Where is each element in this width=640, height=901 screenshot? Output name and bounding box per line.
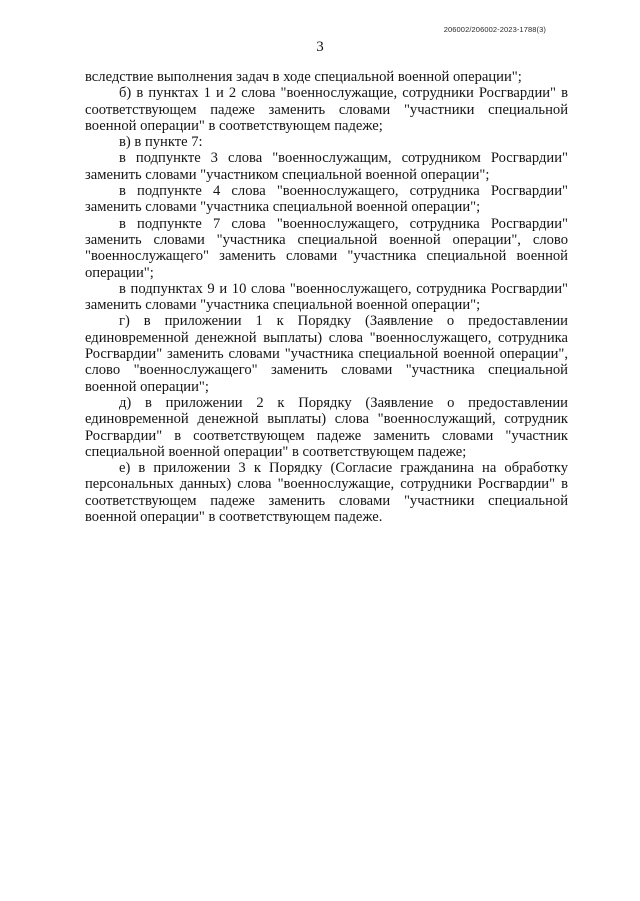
document-id: 206002/206002-2023-1788(3) bbox=[443, 25, 546, 34]
document-body bbox=[85, 69, 568, 525]
subparagraph-7: в подпункте 7 слова "военнослужащего, сотрудника Росгвардии" заменить словами "участника специальной военной операции", слово "военнослужащего" заменить словами "участника специальной военной операции"; bbox=[85, 215, 568, 281]
paragraph-continuation: вследствие выполнения задач в ходе специальной военной операции"; bbox=[85, 69, 522, 85]
paragraph-b: б) в пунктах 1 и 2 слова "военнослужащие, сотрудники Росгвардии" в соответствующем падеже заменить словами "участники специальной военной операции" в соответствующем падеже; bbox=[85, 85, 568, 134]
paragraph-d: д) в приложении 2 к Порядку (Заявление о предоставлении единовременной денежной выплаты) слова "военнослужащий, сотрудник Росгвардии" в соответствующем падеже заменить словами "участник специальной военной операции" в соответствующем падеже; bbox=[85, 394, 568, 460]
page-number: 3 bbox=[316, 39, 324, 55]
paragraph-g: г) в приложении 1 к Порядку (Заявление о предоставлении единовременной денежной выплаты) слова "военнослужащего, сотрудника Росгвардии" заменить словами "участника специальной военной операции", слово "военнослужащего" заменить словами "участника специальной военной операции"; bbox=[85, 313, 568, 395]
subparagraph-4: в подпункте 4 слова "военнослужащего, сотрудника Росгвардии" заменить словами "участника специальной военной операции"; bbox=[85, 183, 568, 216]
subparagraph-3: в подпункте 3 слова "военнослужащим, сотрудником Росгвардии" заменить словами "участником специальной военной операции"; bbox=[85, 150, 568, 183]
paragraph-e: е) в приложении 3 к Порядку (Согласие гражданина на обработку персональных данных) слова "военнослужащие, сотрудники Росгвардии" в соответствующем падеже заменить словами "участники специальной военной операции" в соответствующем падеже. bbox=[85, 460, 568, 526]
paragraph-v: в) в пункте 7: bbox=[119, 134, 203, 151]
subparagraph-9-10: в подпунктах 9 и 10 слова "военнослужащего, сотрудника Росгвардии" заменить словами "участника специальной военной операции"; bbox=[85, 280, 568, 314]
